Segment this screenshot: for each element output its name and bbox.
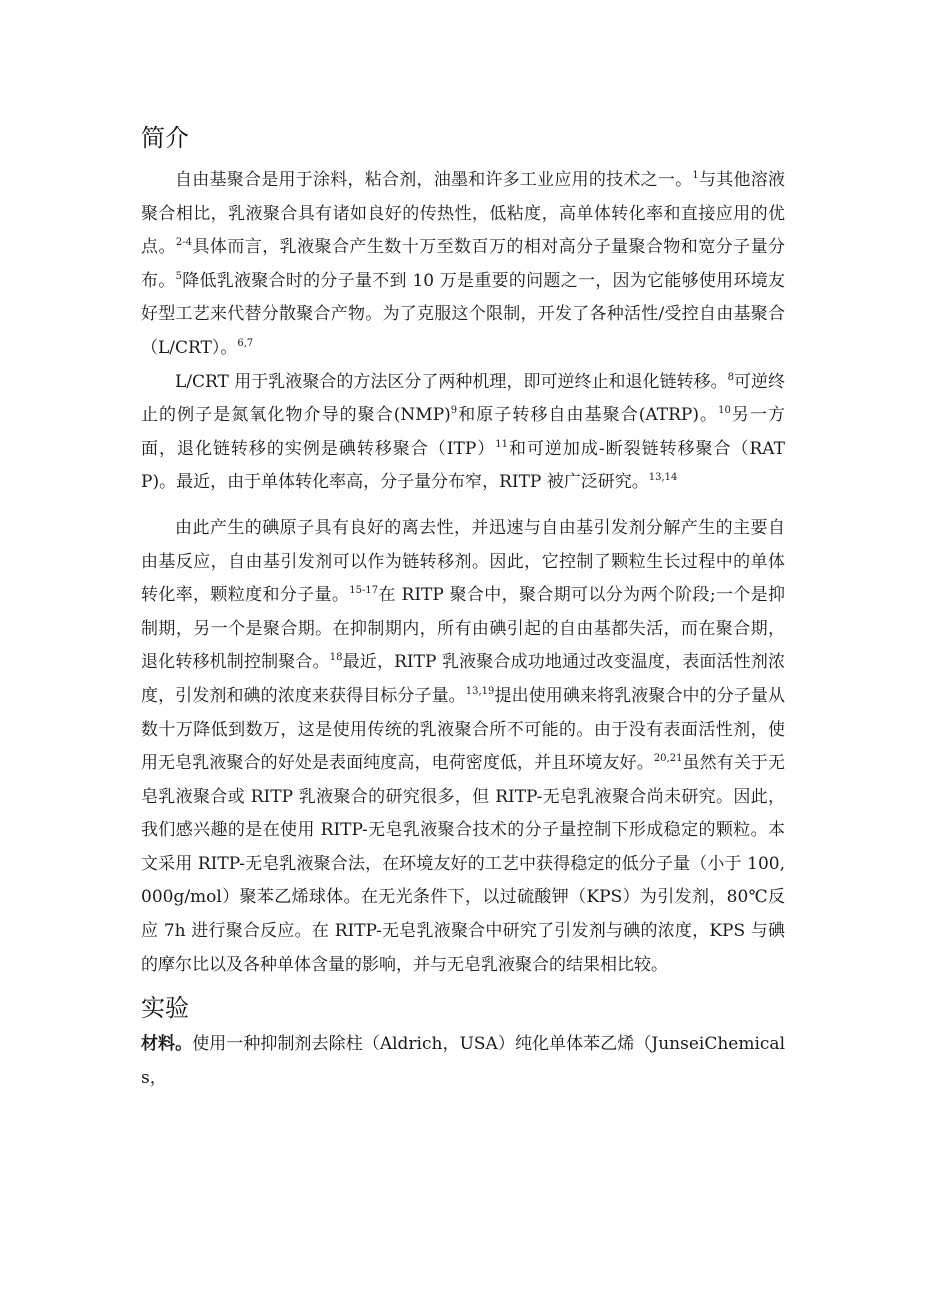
intro-paragraph-2: L/CRT 用于乳液聚合的方法区分了两种机理，即可逆终止和退化链转移。$^8$可逆终止的例子是氮氧化物介导的聚合(NMP)$^9$和原子转移自由基聚合(ATRP)。$^{10}$另一方面，退化链转移的实例是碘转移聚合（ITP）$^{11}$和可逆加成-断裂链转移聚合（RATP)。最近，由于单体转化率高，分子量分布窄，RITP 被广泛研究。$^{13,14}$ [141,371,786,493]
materials-paragraph: 材料。使用一种抑制剂去除柱（Aldrich，USA）纯化单体苯乙烯（JunseiChemicals， [141,1034,786,1088]
section-heading-experimental: 实验 [141,994,189,1023]
citation: 20,21 [653,753,683,765]
citation: 6,7 [237,337,254,349]
citation: 15-17 [349,585,379,597]
citation: 1 [692,170,699,181]
citation: 5 [175,270,182,282]
citation: 9 [450,405,458,417]
paragraph-lead: 材料。 [141,1034,193,1055]
citation: 11 [495,438,508,450]
intro-paragraph-1: 自由基聚合是用于涂料，粘合剂，油墨和许多工业应用的技术之一。$^1$与其他溶液聚合相比，乳液聚合具有诸如良好的传热性，低粘度，高单体转化率和直接应用的优点。$^{2-4}$具体而言，乳液聚合产生数十万至数百万的相对高分子量聚合物和宽分子量分布。$^5$降低乳液聚合时的分子量不到 10 万是重要的问题之一，因为它能够使用环境友好型工艺来代替分散聚合产物。为了克服这个限制，开发了各种活性/受控自由基聚合（L/CRT）。$^{6,7}$ [141,170,786,358]
section-heading-intro: 简介 [141,124,189,152]
citation: 2-4 [175,237,192,249]
citation: 10 [718,405,731,417]
article-body [141,118,785,1095]
intro-paragraph-3: 由此产生的碘原子具有良好的离去性，并迅速与自由基引发剂分解产生的主要自由基反应，自由基引发剂可以作为链转移剂。因此，它控制了颗粒生长过程中的单体转化率，颗粒度和分子量。$^{15-17}$在 RITP 聚合中，聚合期可以分为两个阶段;一个是抑制期，另一个是聚合期。在抑制期内，所有由碘引起的自由基都失活，而在聚合期，退化转移机制控制聚合。$^{18}$最近，RITP 乳液聚合成功地通过改变温度，表面活性剂浓度，引发剂和碘的浓度来获得目标分子量。$^{13,19}$提出使用碘来将乳液聚合中的分子量从数十万降低到数万，这是使用传统的乳液聚合所不可能的。由于没有表面活性剂，使用无皂乳液聚合的好处是表面纯度高，电荷密度低，并且环境友好。$^{20,21}$虽然有关于无皂乳液聚合或 RITP 乳液聚合的研究很多，但 RITP-无皂乳液聚合尚未研究。因此，我们感兴趣的是在使用 RITP-无皂乳液聚合技术的分子量控制下形成稳定的颗粒。本文采用 RITP-无皂乳液聚合法，在环境友好的工艺中获得稳定的低分子量（小于 100,000g/mol）聚苯乙烯球体。在无光条件下，以过硫酸钾（KPS）为引发剂，80℃反应 7h 进行聚合反应。在 RITP-无皂乳液聚合中研究了引发剂与碘的浓度，KPS 与碘的摩尔比以及各种单体含量的影响，并与无皂乳液聚合的结果相比较。 [141,517,786,975]
citation: 13,14 [648,472,678,484]
citation: 18 [329,652,343,664]
citation: 8 [727,371,734,383]
citation: 13,19 [465,685,495,697]
